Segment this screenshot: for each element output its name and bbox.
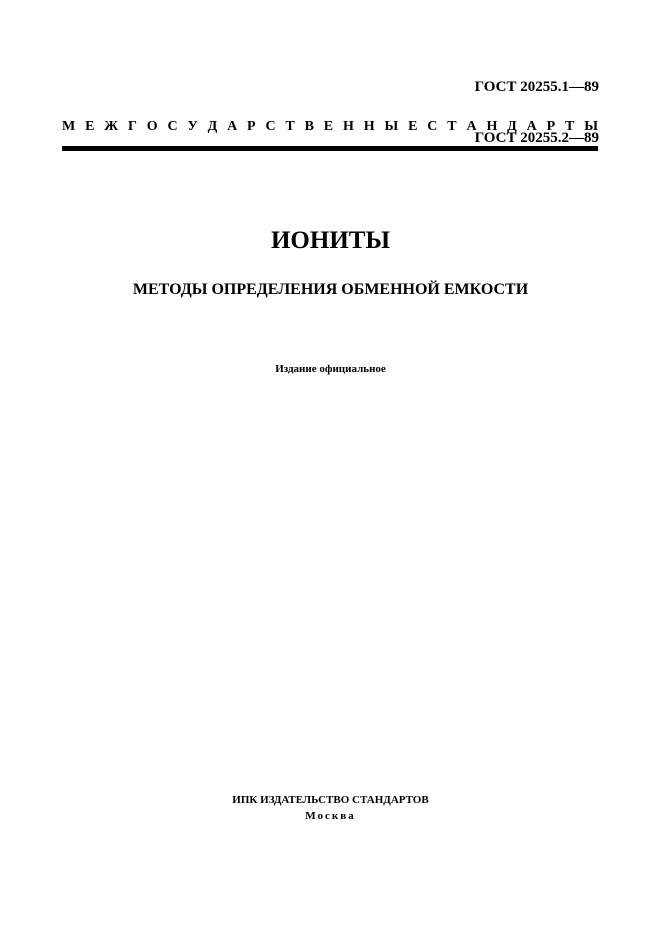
publisher-city: Москва (305, 810, 356, 822)
document-title: ИОНИТЫ (270, 227, 390, 254)
standard-code-1: ГОСТ 20255.1—89 (474, 79, 599, 95)
edition-note: Издание официальное (275, 363, 386, 375)
divider-rule (62, 146, 598, 151)
series-title: М Е Ж Г О С У Д А Р С Т В Е Н Н Ы Е С Т А Н Д А Р Т Ы (62, 119, 598, 134)
publisher-name: ИПК ИЗДАТЕЛЬСТВО СТАНДАРТОВ (232, 794, 429, 806)
standard-code-2: ГОСТ 20255.2—89 (474, 130, 599, 146)
document-subtitle: МЕТОДЫ ОПРЕДЕЛЕНИЯ ОБМЕННОЙ ЕМКОСТИ (132, 281, 529, 298)
